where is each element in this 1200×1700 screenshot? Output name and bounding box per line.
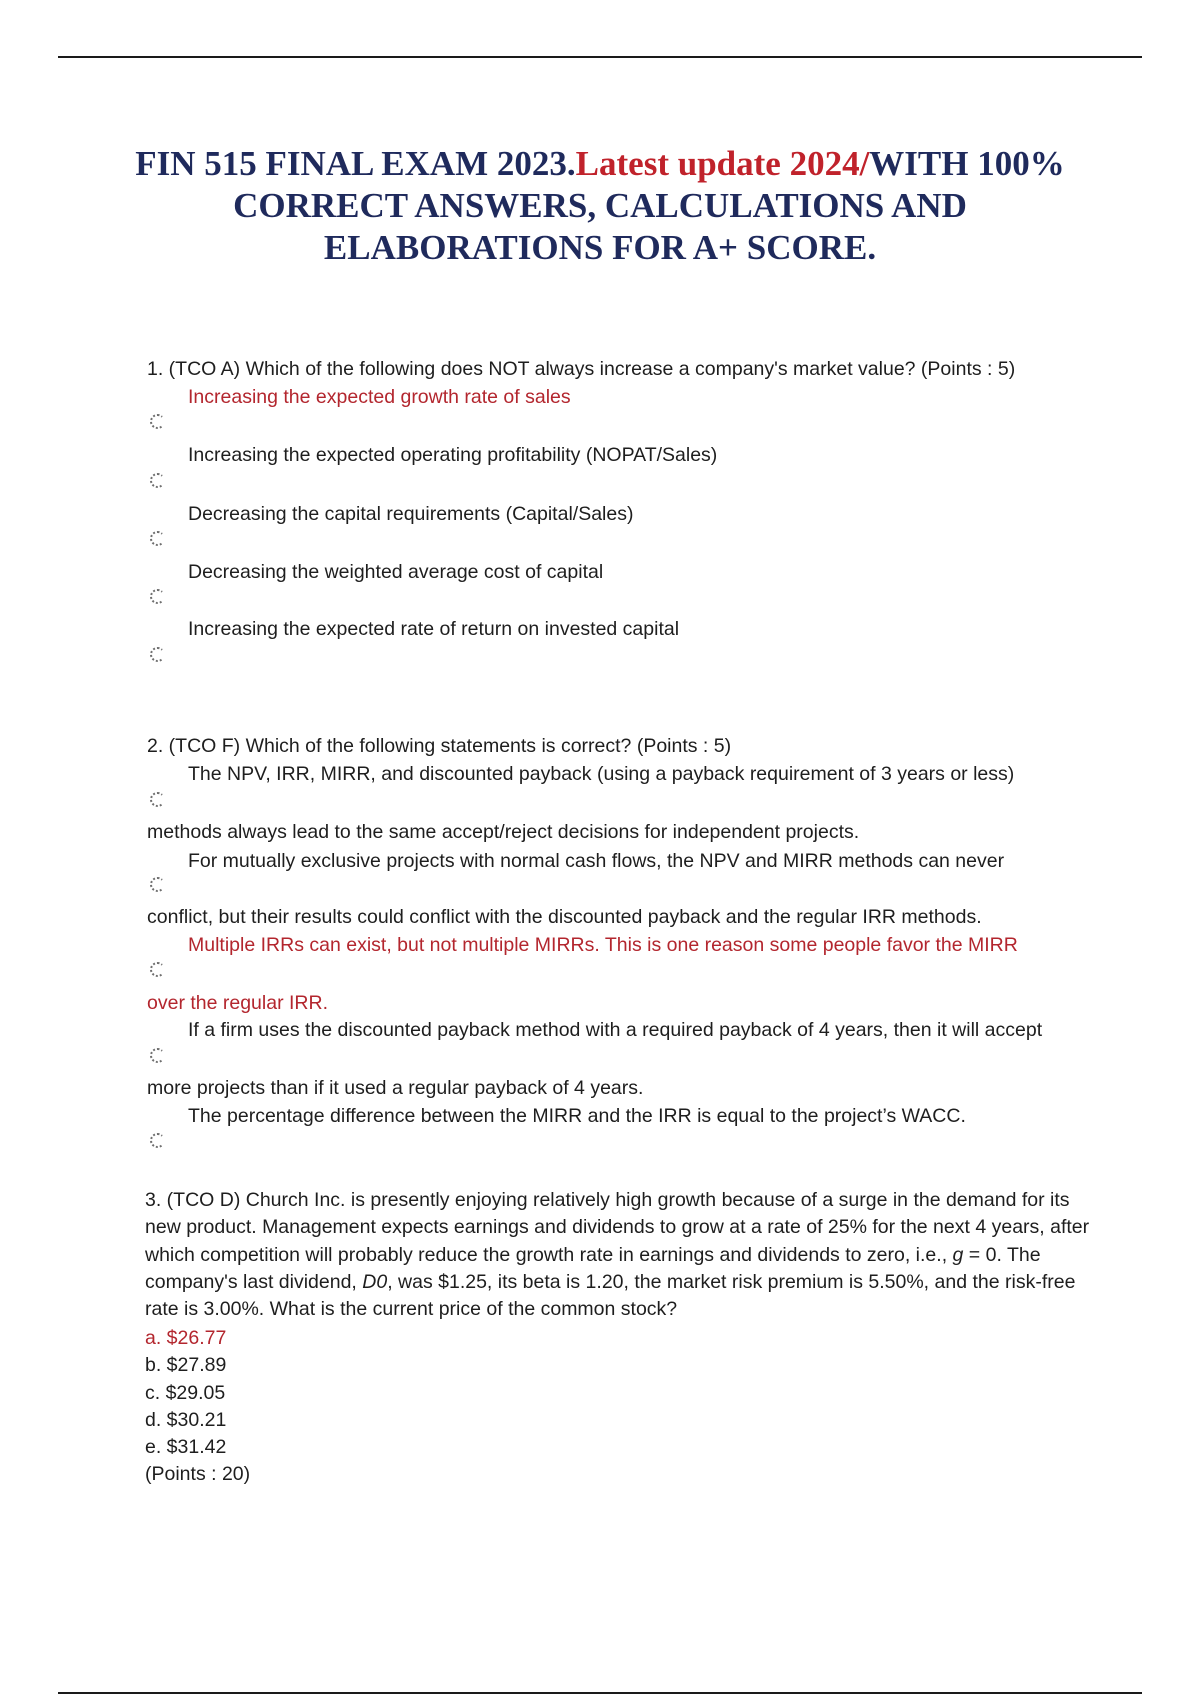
q2-option-2-line-1: For mutually exclusive projects with normal cash flows, the NPV and MIRR methods can never — [188, 850, 1005, 872]
q2-option-4-radio-icon[interactable] — [150, 1048, 165, 1063]
bottom-rule — [58, 1692, 1142, 1694]
q1-option-3-label: Decreasing the capital requirements (Capital/Sales) — [188, 503, 634, 525]
q1-option-1-label: Increasing the expected growth rate of sales — [188, 386, 571, 408]
q1-option-3-radio-icon[interactable] — [150, 531, 165, 546]
question-3-text — [145, 1187, 1095, 1323]
q1-option-5-label: Increasing the expected rate of return on invested capital — [188, 618, 680, 640]
question-2-text: 2. (TCO F) Which of the following statements is correct? (Points : 5) — [147, 735, 732, 757]
q2-option-3-radio-icon[interactable] — [150, 962, 165, 977]
q1-option-1-radio-icon[interactable] — [150, 414, 165, 429]
q3-answer-a: a. $26.77 — [145, 1327, 227, 1349]
q3-text-b: = 0. The company's last dividend, — [145, 1243, 1041, 1293]
q2-option-5-line-1: The percentage difference between the MIRR and the IRR is equal to the project’s WACC. — [188, 1105, 966, 1127]
q3-points: (Points : 20) — [145, 1463, 251, 1486]
q2-option-3-line-1: Multiple IRRs can exist, but not multiple MIRRs. This is one reason some people favor the MIRR — [188, 934, 1018, 956]
title-part-3: WITH 100% CORRECT ANSWERS, CALCULATIONS AND ELABORATIONS FOR A+ SCORE. — [233, 144, 1065, 267]
q2-option-1-line-2: methods always lead to the same accept/reject decisions for independent projects. — [147, 821, 860, 843]
q3-answer-d: d. $30.21 — [145, 1408, 227, 1431]
q1-option-4-radio-icon[interactable] — [150, 589, 165, 604]
q2-option-4-line-2: more projects than if it used a regular payback of 4 years. — [147, 1077, 644, 1099]
q2-option-1-line-1: The NPV, IRR, MIRR, and discounted payback (using a payback requirement of 3 years or less) — [188, 763, 1015, 785]
q2-option-2-radio-icon[interactable] — [150, 877, 165, 892]
q3-text-c: , was $1.25, its beta is 1.20, the market risk premium is 5.50%, and the risk-free rate is 3.00%. What is the current price of the common stock? — [145, 1270, 1076, 1321]
document-title — [120, 143, 1080, 269]
question-1-text: 1. (TCO A) Which of the following does NOT always increase a company's market value? (Points : 5) — [147, 358, 1016, 380]
q1-option-4-label: Decreasing the weighted average cost of capital — [188, 561, 604, 583]
q2-option-3-line-2: over the regular IRR. — [147, 992, 328, 1014]
q3-text-a: 3. (TCO D) Church Inc. is presently enjoying relatively high growth because of a surge in the demand for its new product. Management expects earnings and dividends to grow at a rate of 25% for the next 4 years, after which competition will probably reduce the growth rate in earnings and dividends to zero, i.e., — [145, 1189, 1090, 1266]
q3-g-symbol: g — [952, 1243, 964, 1266]
q2-option-5-radio-icon[interactable] — [150, 1133, 165, 1148]
title-part-1: FIN 515 FINAL EXAM 2023. — [135, 144, 576, 183]
q3-answer-e: e. $31.42 — [145, 1436, 227, 1459]
q2-option-4-line-1: If a firm uses the discounted payback method with a required payback of 4 years, then it will accept — [188, 1019, 1043, 1041]
title-part-2: Latest update 2024/ — [575, 144, 870, 183]
q2-option-1-radio-icon[interactable] — [150, 792, 165, 807]
q1-option-2-label: Increasing the expected operating profitability (NOPAT/Sales) — [188, 444, 718, 466]
q3-answer-list — [145, 1325, 250, 1489]
q2-option-2-line-2: conflict, but their results could conflict with the discounted payback and the regular IRR methods. — [147, 906, 982, 928]
q3-answer-b: b. $27.89 — [145, 1354, 227, 1377]
top-rule — [58, 56, 1142, 58]
q3-d0-symbol: D0 — [362, 1270, 388, 1293]
q1-option-5-radio-icon[interactable] — [150, 647, 165, 662]
q3-answer-c: c. $29.05 — [145, 1381, 226, 1404]
q1-option-2-radio-icon[interactable] — [150, 473, 165, 488]
